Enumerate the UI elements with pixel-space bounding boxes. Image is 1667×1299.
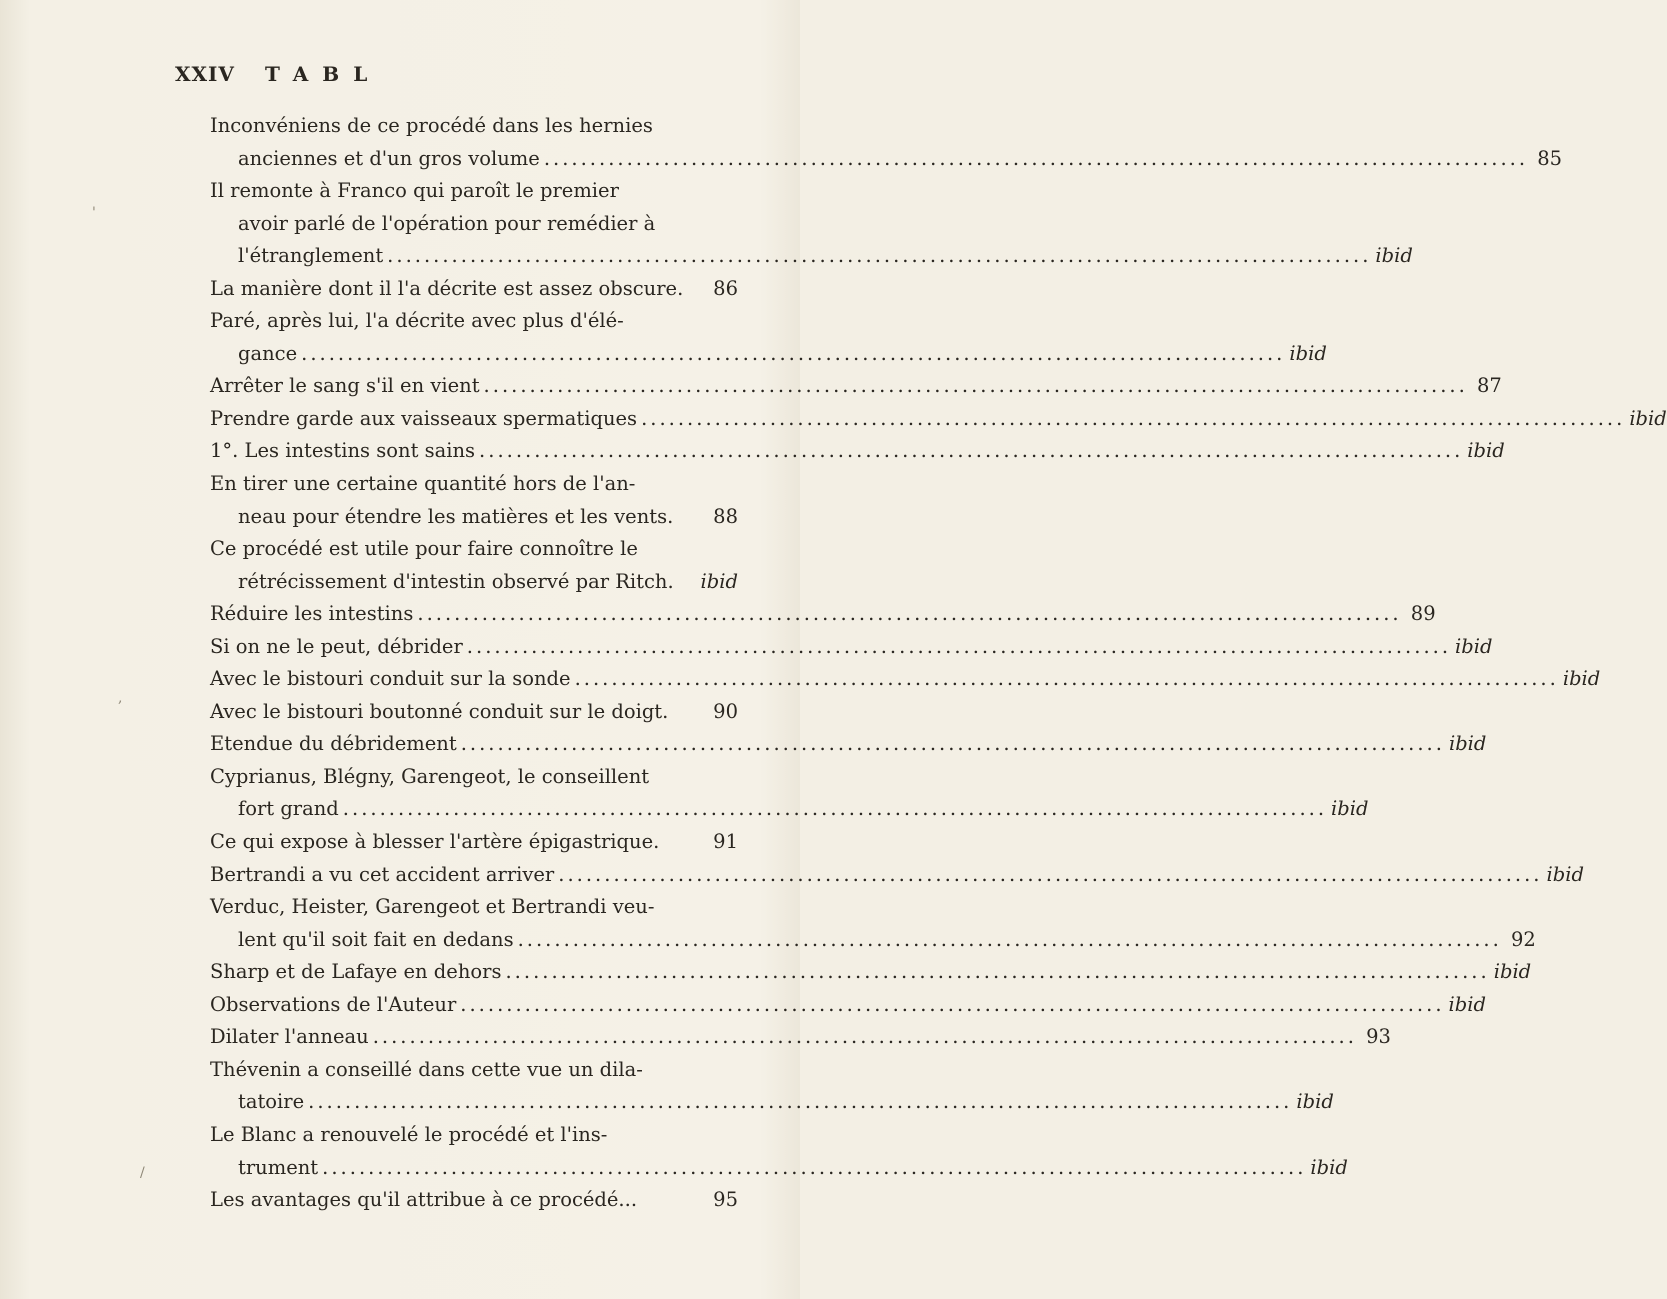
page-reference: ibid: [700, 569, 738, 593]
page-reference: ibid: [1448, 732, 1487, 756]
toc-line: [210, 1054, 738, 1087]
toc-entry: [210, 696, 738, 729]
page-reference: ibid: [1289, 341, 1327, 365]
toc-entry: [210, 240, 1413, 273]
toc-text: Les avantages qu'il attribue à ce procédé...: [210, 1188, 638, 1212]
toc-text: gance: [238, 341, 298, 365]
page-reference: ibid: [1455, 634, 1493, 658]
page-reference: ibid: [1562, 667, 1601, 691]
toc-text: Verduc, Heister, Garengeot et Bertrandi veu-: [210, 895, 655, 919]
margin-mark: ': [92, 205, 96, 221]
toc-entry: [210, 793, 1369, 826]
page-reference: 88: [713, 504, 738, 528]
toc-text: lent qu'il soit fait en dedans: [238, 927, 514, 951]
toc-text: Etendue du débridement: [210, 732, 457, 756]
toc-line: [210, 305, 738, 338]
toc-text: Réduire les intestins: [210, 602, 414, 626]
toc-text: Il remonte à Franco qui paroît le premier: [210, 179, 619, 203]
toc-entry: [210, 273, 738, 306]
toc-text: Avec le bistouri conduit sur la sonde: [210, 667, 571, 691]
page-reference: 85: [1537, 146, 1563, 170]
margin-mark: ,: [118, 690, 123, 706]
toc-text: Dilater l'anneau: [210, 1025, 369, 1049]
toc-entry: [210, 924, 1536, 957]
toc-line: [210, 208, 738, 241]
toc-entry: [210, 435, 1505, 468]
toc-text: Bertrandi a vu cet accident arriver: [210, 862, 555, 886]
page-reference: ibid: [1375, 244, 1413, 268]
margin-mark: /: [140, 1165, 145, 1181]
toc-text: Observations de l'Auteur: [210, 992, 457, 1016]
dot-leader: [505, 956, 1489, 989]
dot-leader: [460, 989, 1444, 1022]
dot-leader: [558, 859, 1542, 892]
dot-leader: [343, 793, 1327, 826]
toc-text: Arrêter le sang s'il en vient: [210, 374, 480, 398]
page-reference: ibid: [1296, 1090, 1334, 1114]
toc-entry: [210, 956, 1532, 989]
toc-text: Thévenin a conseillé dans cette vue un dila-: [210, 1057, 643, 1081]
dot-leader: [544, 143, 1528, 176]
page-reference: 89: [1410, 602, 1436, 626]
toc-entry: [210, 143, 1563, 176]
toc-entry: [210, 1021, 1391, 1054]
toc-text: Ce procédé est utile pour faire connoître le: [210, 537, 638, 561]
dot-leader: [322, 1152, 1306, 1185]
toc-entry: [210, 859, 1584, 892]
toc-text: Cyprianus, Blégny, Garengeot, le conseillent: [210, 764, 650, 788]
dot-leader: [387, 240, 1371, 273]
toc-entry: [210, 403, 1667, 436]
dot-leader: [308, 1086, 1292, 1119]
toc-line: [210, 468, 738, 501]
dot-leader: [518, 924, 1502, 957]
toc-text: Inconvéniens de ce procédé dans les hernies: [210, 114, 653, 137]
toc-text: fort grand: [238, 797, 339, 821]
toc-text: Le Blanc a renouvelé le procédé et l'ins-: [210, 1122, 608, 1146]
dot-leader: [301, 338, 1285, 371]
toc-text: Avec le bistouri boutonné conduit sur le doigt.: [210, 699, 669, 723]
toc-entry: [210, 631, 1493, 664]
toc-text: Prendre garde aux vaisseaux spermatiques: [210, 406, 638, 430]
page-reference: 92: [1511, 927, 1536, 951]
dot-leader: [467, 631, 1451, 664]
page-reference: 95: [713, 1188, 738, 1212]
page-reference: 87: [1476, 374, 1502, 398]
toc-text: 1°. Les intestins sont sains: [210, 439, 476, 463]
page-reference: 86: [713, 276, 738, 300]
toc-entry: [210, 501, 738, 534]
toc-text: En tirer une certaine quantité hors de l'an-: [210, 472, 636, 496]
toc-line: [210, 761, 738, 794]
dot-leader: [575, 663, 1559, 696]
dot-leader: [479, 435, 1463, 468]
toc-text: Sharp et de Lafaye en dehors: [210, 960, 502, 984]
toc-entry: [210, 1086, 1334, 1119]
toc-line: [210, 175, 738, 208]
page-numeral: XXIV: [175, 62, 235, 86]
dot-leader: [373, 1021, 1357, 1054]
toc-text: trument: [238, 1155, 319, 1179]
toc-entry: [210, 663, 1601, 696]
page-reference: ibid: [1331, 797, 1369, 821]
page-reference: ibid: [1493, 960, 1532, 984]
page-reference: 91: [713, 830, 738, 854]
toc-text: avoir parlé de l'opération pour remédier à: [238, 211, 656, 235]
dot-leader: [641, 403, 1625, 436]
table-of-contents: [210, 110, 1667, 1217]
toc-line: [210, 533, 738, 566]
toc-entry: [210, 338, 1327, 371]
toc-line: [210, 1119, 738, 1152]
page-reference: 93: [1366, 1025, 1391, 1049]
page-header: [175, 62, 595, 92]
toc-text: Paré, après lui, l'a décrite avec plus d'élé-: [210, 309, 624, 333]
dot-leader: [417, 598, 1401, 631]
toc-text: l'étranglement: [238, 244, 384, 268]
page-reference: ibid: [1629, 406, 1667, 430]
dot-leader: [461, 728, 1445, 761]
toc-text: La manière dont il l'a décrite est assez obscure.: [210, 276, 684, 300]
toc-text: anciennes et d'un gros volume: [238, 146, 540, 170]
toc-text: Si on ne le peut, débrider: [210, 634, 463, 658]
toc-text: rétrécissement d'intestin observé par Ritch.: [238, 569, 674, 593]
toc-entry: [210, 1184, 738, 1217]
running-head: TABL: [265, 62, 382, 86]
toc-text: Ce qui expose à blesser l'artère épigastrique.: [210, 830, 660, 854]
toc-entry: [210, 598, 1436, 631]
toc-entry: [210, 728, 1487, 761]
toc-entry: [210, 566, 738, 599]
toc-line: [210, 891, 738, 924]
toc-entry: [210, 826, 738, 859]
toc-entry: [210, 370, 1502, 403]
toc-entry: [210, 1152, 1348, 1185]
toc-entry: [210, 989, 1486, 1022]
toc-text: neau pour étendre les matières et les vents.: [238, 504, 674, 528]
page-reference: ibid: [1467, 439, 1505, 463]
page-reference: ibid: [1448, 992, 1486, 1016]
page-reference: ibid: [1546, 862, 1584, 886]
toc-text: tatoire: [238, 1090, 305, 1114]
toc-line: [210, 110, 738, 143]
page-reference: 90: [713, 699, 738, 723]
page-reference: ibid: [1310, 1155, 1348, 1179]
dot-leader: [484, 370, 1468, 403]
